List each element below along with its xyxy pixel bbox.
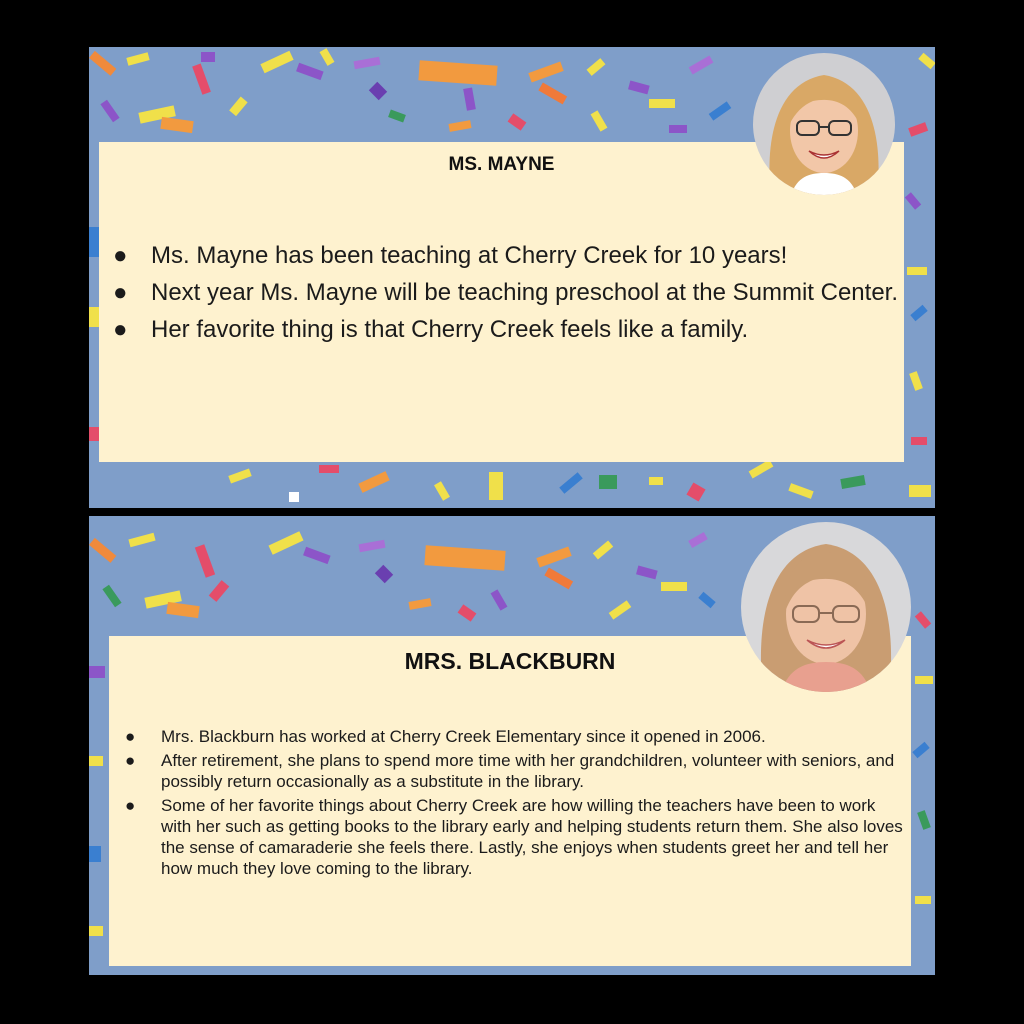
portrait-photo xyxy=(753,53,895,195)
portrait-photo xyxy=(741,522,911,692)
slide-mrs-blackburn xyxy=(89,516,935,975)
bullet-icon: ● xyxy=(113,316,128,343)
bullet-icon: ● xyxy=(113,279,128,306)
bullet-text: After retirement, she plans to spend more time with her grandchildren, volunteer with seniors, and possibly return occasionally as a substitute in the library. xyxy=(161,751,895,791)
teacher-name: MS. MAYNE xyxy=(448,154,555,175)
list-item xyxy=(113,311,901,348)
bullet-text: Next year Ms. Mayne will be teaching preschool at the Summit Center. xyxy=(151,279,898,306)
teacher-name: MRS. BLACKBURN xyxy=(404,648,616,674)
bullet-icon: ● xyxy=(125,727,136,746)
bullet-text: Her favorite thing is that Cherry Creek feels like a family. xyxy=(151,316,749,343)
bullet-icon: ● xyxy=(113,242,128,269)
list-item xyxy=(125,726,906,747)
bullet-list xyxy=(113,237,901,348)
bullet-text: Mrs. Blackburn has worked at Cherry Creek Elementary since it opened in 2006. xyxy=(161,727,766,746)
list-item xyxy=(113,274,901,311)
bullet-icon: ● xyxy=(125,796,136,815)
slide-ms-mayne xyxy=(89,47,935,508)
bullet-icon: ● xyxy=(125,751,136,770)
list-item xyxy=(113,237,901,274)
info-card xyxy=(109,636,911,966)
info-card xyxy=(99,142,904,462)
list-item xyxy=(125,750,906,792)
list-item xyxy=(125,795,906,879)
bullet-list xyxy=(125,726,906,882)
bullet-text: Ms. Mayne has been teaching at Cherry Creek for 10 years! xyxy=(151,242,788,269)
bullet-text: Some of her favorite things about Cherry Creek are how willing the teachers have been to work with her such as getting books to the library early and helping students return them. She also loves the sense of camaraderie she feels there. Lastly, she enjoys when students greet her and tell her how much they love coming to the library. xyxy=(161,796,903,878)
